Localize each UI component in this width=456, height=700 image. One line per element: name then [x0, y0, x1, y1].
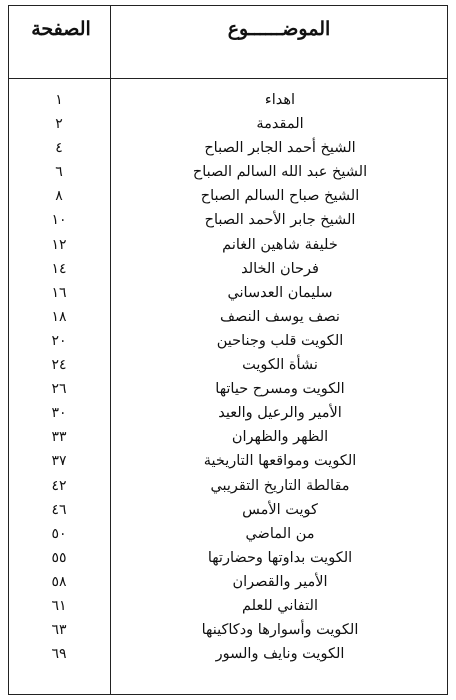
list-item [8, 379, 448, 403]
topic-title: اهداء [264, 92, 296, 108]
topic-title: الكويت بداوتها وحضارتها [207, 549, 353, 566]
topic-title: خليفة شاهين الغانم [222, 236, 338, 253]
list-item [8, 596, 448, 620]
page-number: ٥٨ [51, 573, 67, 590]
topic-title: الأمير والرعيل والعيد [218, 405, 342, 422]
topic-title: سليمان العدساني [227, 284, 333, 301]
contents-list [8, 90, 448, 668]
page-number: ١٢ [51, 236, 67, 253]
topic-title: الظهر والظهران [231, 429, 329, 446]
header-divider [8, 78, 448, 79]
page-number: ١٤ [51, 260, 67, 277]
page-number: ١٠ [51, 212, 67, 229]
page-number: ٦ [55, 164, 63, 181]
list-item [8, 331, 448, 355]
list-item [8, 427, 448, 451]
page-number: ٢ [55, 116, 63, 133]
page-number: ٦٩ [51, 646, 67, 663]
page-number: ١٨ [51, 308, 67, 325]
page-number: ٢٦ [51, 381, 67, 398]
page-number: ٢٤ [51, 357, 67, 374]
topic-title: الشيخ عبد الله السالم الصباح [192, 164, 368, 181]
page-number: ٤٦ [51, 501, 67, 518]
list-item [8, 403, 448, 427]
list-item [8, 138, 448, 162]
topic-title: الكويت ومواقعها التاريخية [203, 453, 357, 470]
page-number: ٣٣ [51, 429, 67, 446]
topic-title: الأمير والقصران [232, 573, 328, 590]
list-item [8, 355, 448, 379]
list-item [8, 451, 448, 475]
list-item [8, 548, 448, 572]
topic-title: المقدمة [256, 116, 304, 133]
page-number: ٣٧ [51, 453, 67, 470]
list-item [8, 476, 448, 500]
list-item [8, 210, 448, 234]
topic-title: الكويت وأسوارها ودكاكينها [201, 622, 359, 639]
list-item [8, 644, 448, 668]
list-item [8, 283, 448, 307]
topic-title: الكويت قلب وجناحين [216, 332, 344, 349]
list-item [8, 186, 448, 210]
list-item [8, 500, 448, 524]
page-number: ٥٥ [51, 549, 67, 566]
page-number: ٨ [55, 188, 63, 205]
list-item [8, 235, 448, 259]
list-item [8, 259, 448, 283]
topic-title: نشأة الكويت [242, 357, 318, 374]
topic-title: فرحان الخالد [241, 260, 319, 277]
list-item [8, 307, 448, 331]
list-item [8, 524, 448, 548]
page-column-header: الصفحة [31, 18, 91, 40]
topic-title: مقالطة التاريخ التقريبي [210, 477, 350, 494]
page-number: ٦١ [51, 597, 67, 614]
list-item [8, 162, 448, 186]
list-item [8, 620, 448, 644]
page-number: ٥٠ [51, 525, 67, 542]
list-item [8, 572, 448, 596]
list-item [8, 114, 448, 138]
topic-title: التفاني للعلم [242, 597, 318, 614]
topic-title: الشيخ أحمد الجابر الصباح [204, 140, 356, 157]
page-number: ٤٢ [51, 477, 67, 494]
page-number: ٢٠ [51, 332, 67, 349]
page-number: ١ [55, 92, 63, 108]
topic-title: نصف يوسف النصف [220, 308, 340, 325]
topic-title: الشيخ صباح السالم الصباح [200, 188, 360, 205]
topic-title: كويت الأمس [242, 501, 318, 518]
topic-title: من الماضي [245, 525, 315, 542]
page-number: ٤ [55, 140, 63, 157]
page-number: ٦٣ [51, 622, 67, 639]
topic-title: الكويت ومسرح حياتها [215, 381, 345, 398]
page-number: ٣٠ [51, 405, 67, 422]
topic-column-header: الموضــــــوع [227, 18, 331, 40]
topic-title: الكويت ونايف والسور [215, 646, 345, 663]
list-item [8, 90, 448, 114]
topic-title: الشيخ جابر الأحمد الصباح [204, 212, 356, 229]
page-number: ١٦ [51, 284, 67, 301]
